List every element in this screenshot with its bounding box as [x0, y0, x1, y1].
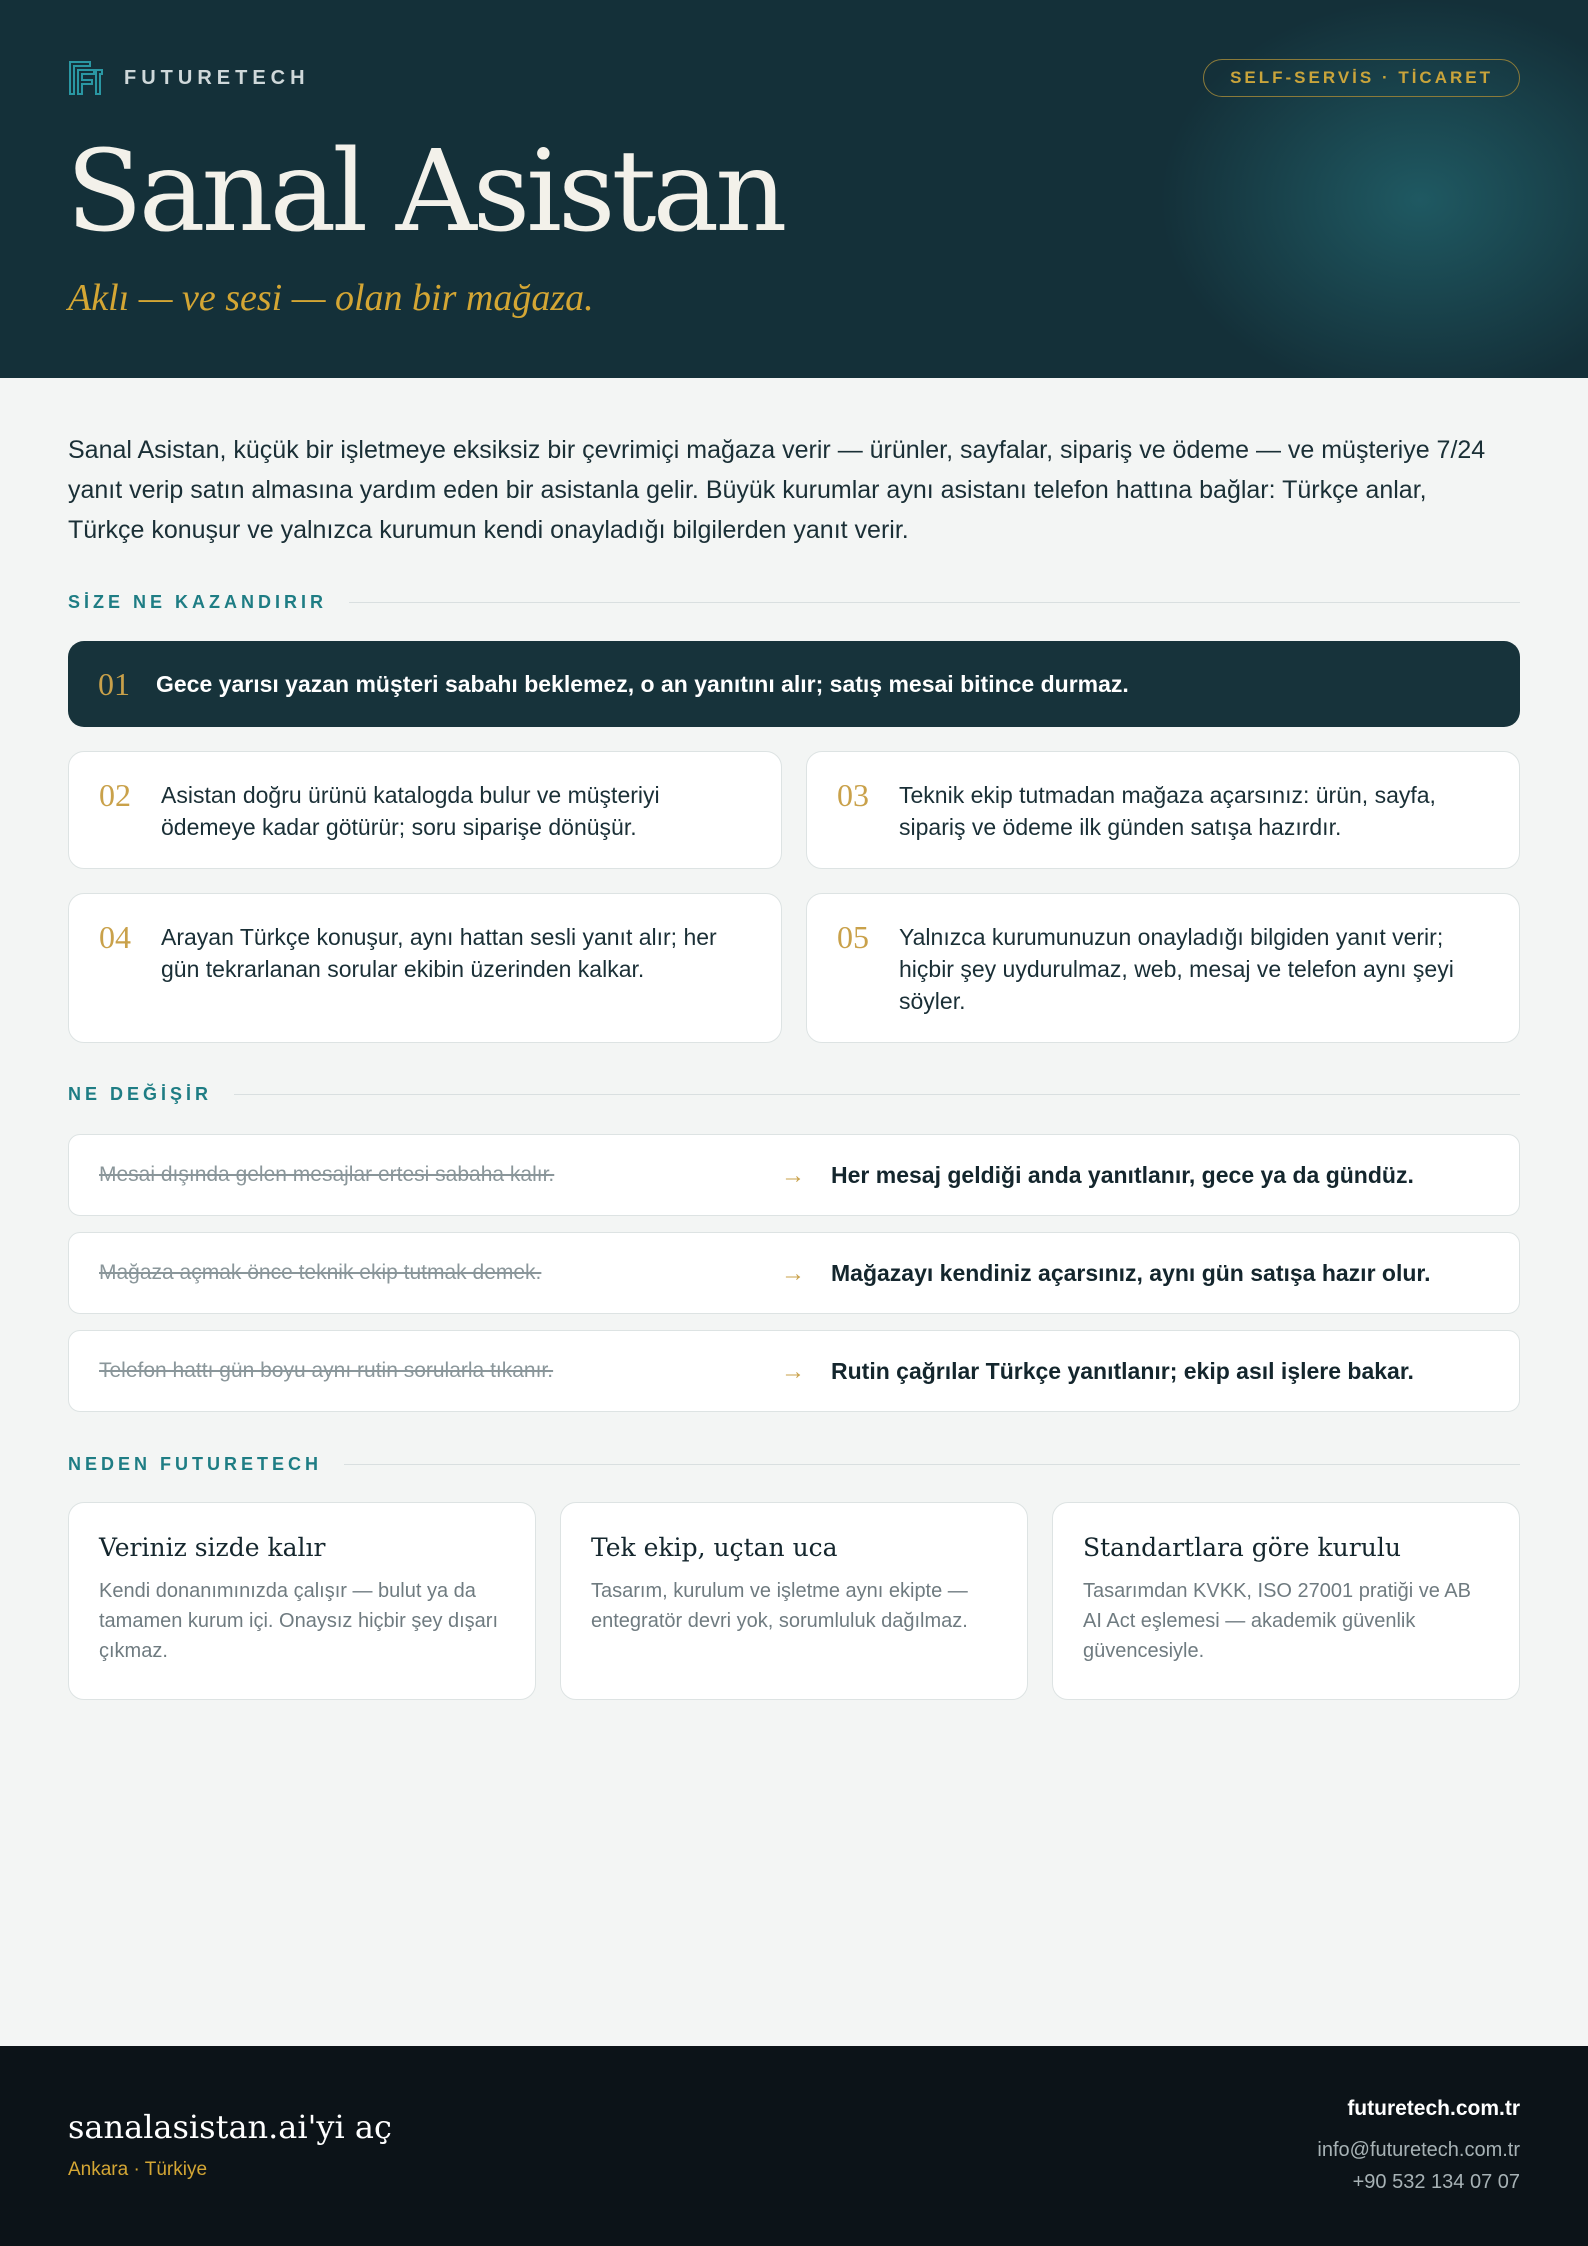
benefit-text: Arayan Türkçe konuşur, aynı hattan sesli yanıt alır; her gün tekrarlanan sorular ekibin üzerinden kalkar. — [161, 924, 717, 982]
intro-paragraph: Sanal Asistan, küçük bir işletmeye eksiksiz bir çevrimiçi mağaza verir — ürünler, sayfalar, sipariş ve ödeme — ve müşteriye 7/24 yanıt verip satın almasına yardım eden bir asistanla gelir. Büyük kurumlar aynı asistanı telefon hattına bağlar: Türkçe anlar, Türkçe konuşur ve yalnızca kurumun kendi onayladığı bilgilerden yanıt verir. — [68, 436, 1486, 544]
change-before: Telefon hattı gün boyu aynı rutin sorularla tıkanır. — [99, 1359, 554, 1382]
why-card-text: Tasarım, kurulum ve işletme aynı ekipte — entegratör devri yok, sorumluluk dağılmaz. — [591, 1580, 968, 1632]
why-card-title: Standartlara göre kurulu — [1083, 1533, 1401, 1562]
section-divider — [349, 602, 1520, 603]
benefit-number: 02 — [99, 777, 131, 813]
footer-contact — [1317, 2094, 1520, 2198]
change-row — [68, 1330, 1520, 1412]
benefit-card — [806, 893, 1520, 1043]
benefit-number: 03 — [837, 777, 869, 813]
why-card-title: Veriniz sizde kalır — [99, 1533, 326, 1562]
footer-cta-link[interactable]: sanalasistan.ai'yi aç — [68, 2108, 392, 2146]
why-card — [560, 1502, 1028, 1700]
futuretech-logo-icon — [68, 60, 104, 96]
section-title: NE DEĞİŞİR — [68, 1084, 213, 1104]
benefit-number: 04 — [99, 919, 131, 955]
footer-email-link[interactable]: info@futuretech.com.tr — [1317, 2139, 1520, 2161]
change-after: Rutin çağrılar Türkçe yanıtlanır; ekip asıl işlere bakar. — [831, 1358, 1414, 1384]
section-title: NEDEN FUTURETECH — [68, 1454, 323, 1474]
change-row — [68, 1232, 1520, 1314]
why-card — [1052, 1502, 1520, 1700]
why-card-text: Tasarımdan KVKK, ISO 27001 pratiği ve AB AI Act eşlemesi — akademik güvenlik güvencesiyle. — [1083, 1580, 1471, 1662]
why-card — [68, 1502, 536, 1700]
benefit-text: Teknik ekip tutmadan mağaza açarsınız: ürün, sayfa, sipariş ve ödeme ilk günden satışa hazırdır. — [899, 782, 1436, 840]
benefit-text: Yalnızca kurumunuzun onayladığı bilgiden yanıt verir; hiçbir şey uydurulmaz, web, mesaj ve telefon aynı şeyi söyler. — [899, 924, 1454, 1014]
section-divider — [234, 1094, 1520, 1095]
change-after: Her mesaj geldiği anda yanıtlanır, gece ya da gündüz. — [831, 1162, 1414, 1188]
benefit-card — [806, 751, 1520, 869]
benefit-text: Asistan doğru ürünü katalogda bulur ve müşteriyi ödemeye kadar götürür; soru siparişe dönüşür. — [161, 782, 660, 840]
change-row — [68, 1134, 1520, 1216]
benefit-number: 01 — [98, 665, 130, 702]
change-before: Mesai dışında gelen mesajlar ertesi sabaha kalır. — [99, 1163, 555, 1186]
arrow-right-icon: → — [781, 1162, 805, 1189]
why-card-text: Kendi donanımınızda çalışır — bulut ya da tamamen kurum içi. Onaysız hiçbir şey dışarı çıkmaz. — [99, 1580, 499, 1662]
benefit-card — [68, 751, 782, 869]
arrow-right-icon: → — [781, 1358, 805, 1385]
footer-location: Ankara · Türkiye — [68, 2159, 208, 2180]
brand[interactable] — [68, 60, 310, 96]
benefit-card — [68, 893, 782, 1043]
section-label-why — [68, 1454, 1520, 1475]
why-card-title: Tek ekip, uçtan uca — [591, 1533, 838, 1562]
benefit-number: 05 — [837, 919, 869, 955]
change-after: Mağazayı kendiniz açarsınız, aynı gün satışa hazır olur. — [831, 1260, 1431, 1286]
section-label-benefits — [68, 592, 1520, 613]
benefit-text: Gece yarısı yazan müşteri sabahı beklemez, o an yanıtını alır; satış mesai bitince durmaz. — [156, 670, 1129, 697]
section-label-changes — [68, 1084, 1520, 1105]
hero-header — [0, 0, 1588, 378]
arrow-right-icon: → — [781, 1260, 805, 1287]
brand-name: FUTURETECH — [124, 66, 310, 89]
benefit-card-featured — [68, 641, 1520, 727]
footer-website-link[interactable]: futuretech.com.tr — [1347, 2097, 1520, 2120]
change-before: Mağaza açmak önce teknik ekip tutmak demek. — [99, 1261, 542, 1284]
page-title: Sanal Asistan — [66, 127, 784, 257]
section-title: SİZE NE KAZANDIRIR — [68, 592, 328, 612]
page-tagline: Aklı — ve sesi — olan bir mağaza. — [68, 277, 594, 319]
section-divider — [344, 1464, 1520, 1465]
category-badge: SELF-SERVİS · TİCARET — [1203, 59, 1520, 97]
footer-phone-link[interactable]: +90 532 134 07 07 — [1352, 2171, 1520, 2193]
